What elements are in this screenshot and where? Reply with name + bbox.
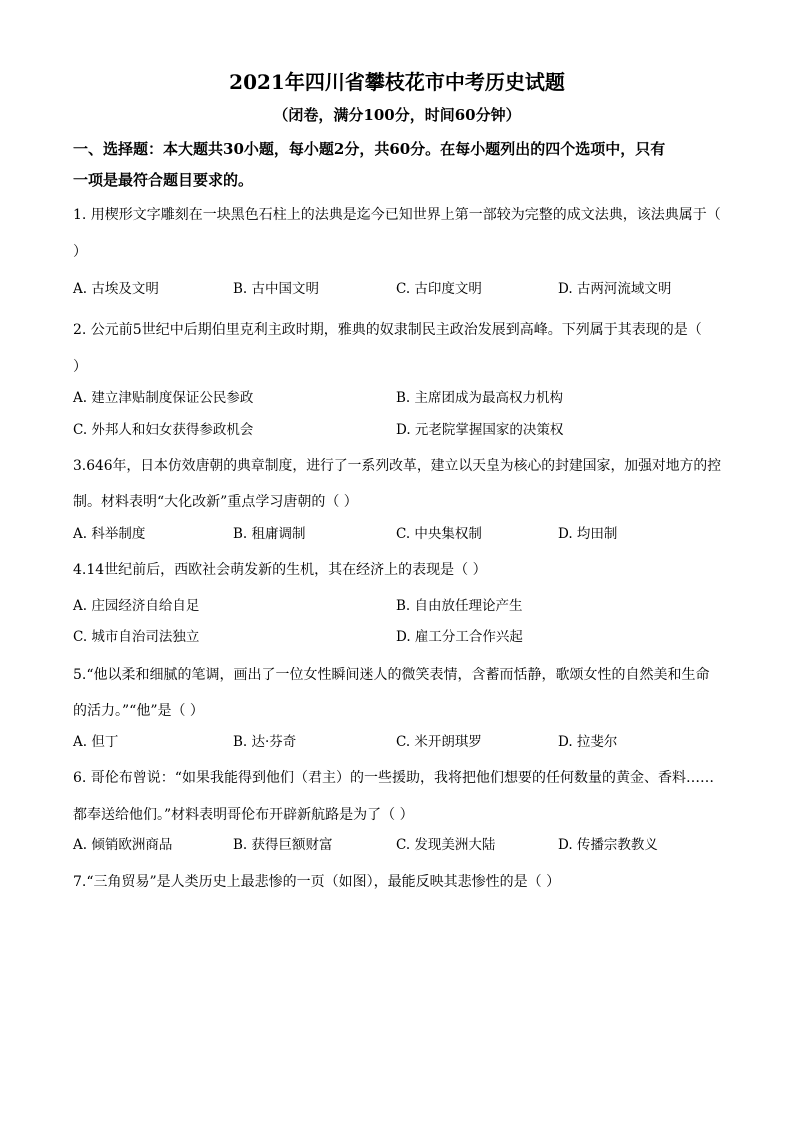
question-6-option-d: D. 传播宗教教义 — [558, 837, 658, 853]
question-6-stem-cont: 都奉送给他们。”材料表明哥伦布开辟新航路是为了（ ） — [73, 807, 414, 823]
section-heading-line-1: 一、选择题：本大题共30小题，每小题2分，共60分。在每小题列出的四个选项中，只有 — [73, 140, 666, 158]
question-4-option-c: C. 城市自治司法独立 — [73, 629, 200, 645]
question-5-option-d: D. 拉斐尔 — [558, 734, 618, 750]
question-4-option-d: D. 雇工分工合作兴起 — [396, 629, 523, 645]
question-3-option-a: A. 科举制度 — [73, 526, 146, 542]
question-2-option-c: C. 外邦人和妇女获得参政机会 — [73, 422, 254, 438]
question-3-option-c: C. 中央集权制 — [396, 526, 482, 542]
question-1-stem-cont: ） — [73, 244, 87, 260]
question-4-option-b: B. 自由放任理论产生 — [396, 598, 523, 614]
question-2-stem-cont: ） — [73, 359, 87, 375]
question-6-option-b: B. 获得巨额财富 — [233, 837, 333, 853]
question-6-option-a: A. 倾销欧洲商品 — [73, 837, 173, 853]
question-1-option-c: C. 古印度文明 — [396, 281, 482, 297]
question-5-option-c: C. 米开朗琪罗 — [396, 734, 482, 750]
question-2-option-a: A. 建立津贴制度保证公民参政 — [73, 390, 254, 406]
question-1-option-a: A. 古埃及文明 — [73, 281, 159, 297]
question-3-stem: 3.646年，日本仿效唐朝的典章制度，进行了一系列改革，建立以天皇为核心的封建国家，加强对地方的控 — [73, 458, 722, 474]
question-5-stem-cont: 的活力。”“他”是（ ） — [73, 703, 204, 719]
question-1-option-d: D. 古两河流域文明 — [558, 281, 672, 297]
question-5-option-a: A. 但丁 — [73, 734, 119, 750]
question-1-stem: 1. 用楔形文字雕刻在一块黑色石柱上的法典是迄今已知世界上第一部较为完整的成文法典，该法典属于（ — [73, 207, 721, 223]
exam-subtitle: （闭卷，满分100分，时间60分钟） — [273, 106, 521, 124]
question-2-option-d: D. 元老院掌握国家的决策权 — [396, 422, 564, 438]
question-4-option-a: A. 庄园经济自给自足 — [73, 598, 200, 614]
question-4-stem: 4.14世纪前后，西欧社会萌发新的生机，其在经济上的表现是（ ） — [73, 562, 487, 578]
question-3-stem-cont: 制。材料表明“大化改新”重点学习唐朝的（ ） — [73, 494, 358, 510]
question-5-stem: 5.“他以柔和细腻的笔调，画出了一位女性瞬间迷人的微笑表情，含蓄而恬静，歌颂女性的自然美和生命 — [73, 667, 710, 683]
page-title: 2021年四川省攀枝花市中考历史试题 — [229, 70, 565, 94]
question-5-option-b: B. 达·芬奇 — [233, 734, 297, 750]
question-3-option-d: D. 均田制 — [558, 526, 618, 542]
question-7-stem: 7.“三角贸易”是人类历史上最悲惨的一页（如图），最能反映其悲惨性的是（ ） — [73, 874, 561, 890]
question-2-option-b: B. 主席团成为最高权力机构 — [396, 390, 564, 406]
question-6-stem: 6. 哥伦布曾说：“如果我能得到他们（君主）的一些援助，我将把他们想要的任何数量的黄金、香料…… — [73, 770, 714, 786]
question-2-stem: 2. 公元前5世纪中后期伯里克利主政时期，雅典的奴隶制民主政治发展到高峰。下列属于其表现的是（ — [73, 322, 702, 338]
question-6-option-c: C. 发现美洲大陆 — [396, 837, 496, 853]
section-heading-line-2: 一项是最符合题目要求的。 — [73, 171, 254, 189]
question-1-option-b: B. 古中国文明 — [233, 281, 320, 297]
question-3-option-b: B. 租庸调制 — [233, 526, 306, 542]
